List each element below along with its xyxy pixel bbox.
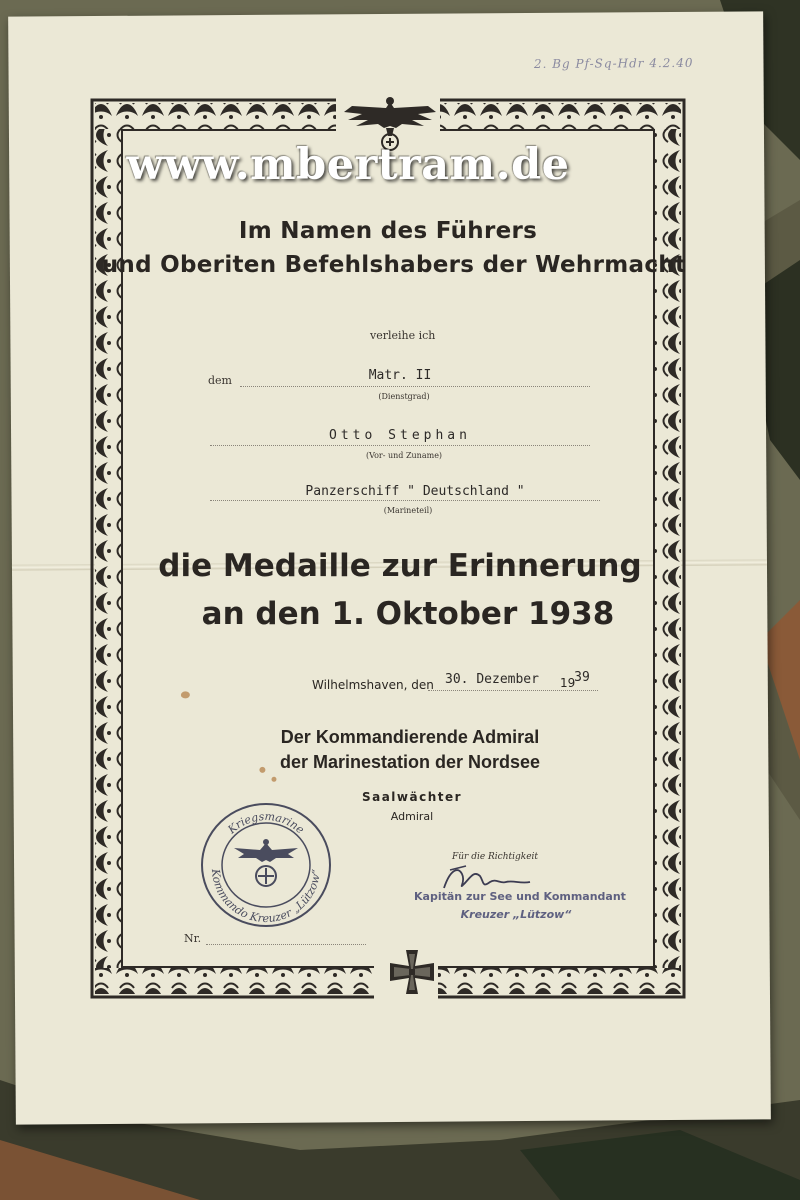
commander-stamp-line-1: Kapitän zur See und Kommandant [414, 890, 626, 903]
rank-caption: (Dienstgrad) [378, 392, 430, 401]
year-prefix: 19 [560, 676, 576, 690]
rank-value: Matr. II [368, 368, 432, 383]
unit-dotted-line [210, 500, 600, 501]
pencil-note: 2. Bg Pf-Sq-Hdr 4.2.40 [533, 55, 694, 71]
place-label: Wilhelmshaven, den [312, 678, 434, 692]
admiral-title-line-1: Der Kommandierende Admiral [280, 727, 540, 747]
seal-bottom-text: Kommando Kreuzer „Lützow“ [208, 868, 324, 926]
header-line-2: und Oberiten Befehlshabers der Wehrmacht [101, 252, 687, 278]
rank-dotted-line [240, 386, 590, 387]
medal-line-1: die Medaille zur Erinnerung [158, 548, 642, 584]
year-value: 39 [574, 670, 590, 685]
dem-label: dem [208, 374, 232, 387]
name-value: Otto Stephan [329, 428, 471, 443]
nr-dotted-line [206, 944, 366, 945]
certification-label: Für die Richtigkeit [452, 852, 539, 862]
unit-caption: (Marineteil) [383, 506, 433, 515]
name-dotted-line [210, 445, 590, 446]
verleihe-text: verleihe ich [370, 329, 436, 342]
date-value: 30. Dezember [445, 672, 539, 687]
nr-label: Nr. [184, 932, 202, 945]
signer-rank: Admiral [390, 810, 434, 823]
unit-value: Panzerschiff " Deutschland " [305, 484, 525, 499]
kriegsmarine-seal [196, 798, 336, 933]
admiral-title-line-2: der Marinestation der Nordsee [279, 752, 541, 772]
seal-top-text: Kriegsmarine [225, 809, 307, 837]
medal-line-2: an den 1. Oktober 1938 [201, 596, 615, 632]
date-dotted-line [428, 690, 598, 691]
header-line-1: Im Namen des Führers [238, 218, 538, 244]
name-caption: (Vor- und Zuname) [365, 451, 443, 460]
commander-stamp-line-2: Kreuzer „Lützow“ [460, 908, 572, 921]
signer-name: Saalwächter [361, 790, 463, 804]
watermark-url: www.mbertram.de [126, 140, 570, 190]
